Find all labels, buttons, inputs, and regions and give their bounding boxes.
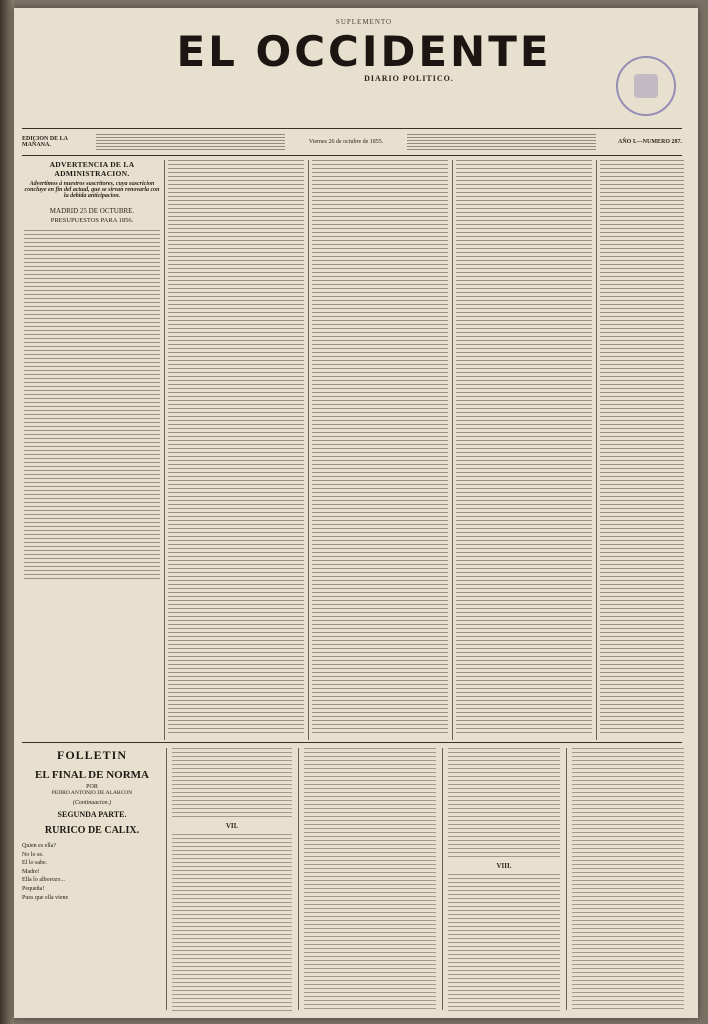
folletin-part: SEGUNDA PARTE. [57, 810, 127, 819]
folletin-column-3 [304, 748, 436, 1010]
folletin-verse [22, 842, 162, 902]
masthead [34, 18, 694, 110]
column-text [448, 874, 560, 1014]
newspaper-title: EL OCCIDENTE [176, 27, 552, 76]
folletin-title: EL FINAL DE NORMA [35, 769, 149, 781]
subscription-fine-print-2 [407, 134, 596, 150]
section-title: PRESUPUESTOS PARA 1856. [50, 217, 134, 224]
info-bar [22, 128, 682, 156]
dateline: MADRID 25 DE OCTUBRE. [49, 207, 135, 215]
column-5 [600, 160, 684, 735]
column-1 [24, 160, 160, 580]
column-rule [596, 160, 597, 740]
newspaper-subtitle: DIARIO POLITICO. [364, 74, 454, 83]
folletin-author: PEDRO ANTONIO DE ALARCON [51, 790, 133, 796]
column-text [24, 230, 160, 580]
issue-number: AÑO I.—NUMERO 287. [618, 139, 682, 145]
folletin-rule [298, 748, 299, 1010]
folletin-por: POR [86, 784, 98, 790]
verse-line: Pues que ella viene [22, 894, 69, 901]
column-text [456, 160, 592, 735]
folletin-rule [166, 748, 167, 1010]
verse-line: Madre! [22, 868, 40, 875]
over-title: SUPLEMENTO [335, 18, 393, 26]
edition-label: EDICION DE LA MAÑANA. [22, 136, 68, 148]
folletin-rule [442, 748, 443, 1010]
folletin-column-2 [172, 748, 292, 1014]
folletin-column-5 [572, 748, 684, 1010]
folletin-separator [22, 742, 682, 743]
library-stamp-icon [616, 56, 676, 116]
verse-line: Pequeña! [22, 885, 45, 892]
column-3 [312, 160, 448, 735]
column-text [312, 160, 448, 735]
notice-title: ADVERTENCIA DE LA ADMINISTRACION. [49, 160, 135, 178]
verse-line: Ella lo alborozo... [22, 877, 65, 884]
folletin-rule [566, 748, 567, 1010]
verse-line: El lo sabe. [22, 860, 48, 867]
verse-text [172, 748, 292, 818]
folletin [22, 748, 162, 902]
column-text [572, 748, 684, 1010]
folletin-column-4 [448, 748, 560, 1014]
verse-line: No lo se. [22, 851, 44, 858]
folletin-label: FOLLETIN [56, 748, 127, 762]
column-rule [308, 160, 309, 740]
section-viii: VIII. [496, 862, 512, 870]
folletin-chapter: RURICO DE CALIX. [44, 825, 140, 836]
column-text [172, 834, 292, 1014]
section-vii: VII. [225, 822, 239, 830]
column-text [448, 748, 560, 858]
column-text [600, 160, 684, 735]
column-rule [452, 160, 453, 740]
column-rule [164, 160, 165, 740]
column-text [168, 160, 304, 735]
issue-date: Viernes 26 de octubre de 1855. [308, 139, 384, 145]
folletin-continuation: (Continuacion.) [72, 800, 112, 806]
subscription-fine-print [96, 134, 285, 150]
verse-line: Quien es ella? [22, 843, 56, 849]
notice-text: Advertimos á nuestros suscritores, cuya suscricion concluye en fin del actual, que se sirvan renovarla con la debida anticipacion. [24, 181, 160, 199]
column-2 [168, 160, 304, 735]
column-text [304, 748, 436, 1010]
column-4 [456, 160, 592, 735]
book-spine [0, 0, 14, 1024]
